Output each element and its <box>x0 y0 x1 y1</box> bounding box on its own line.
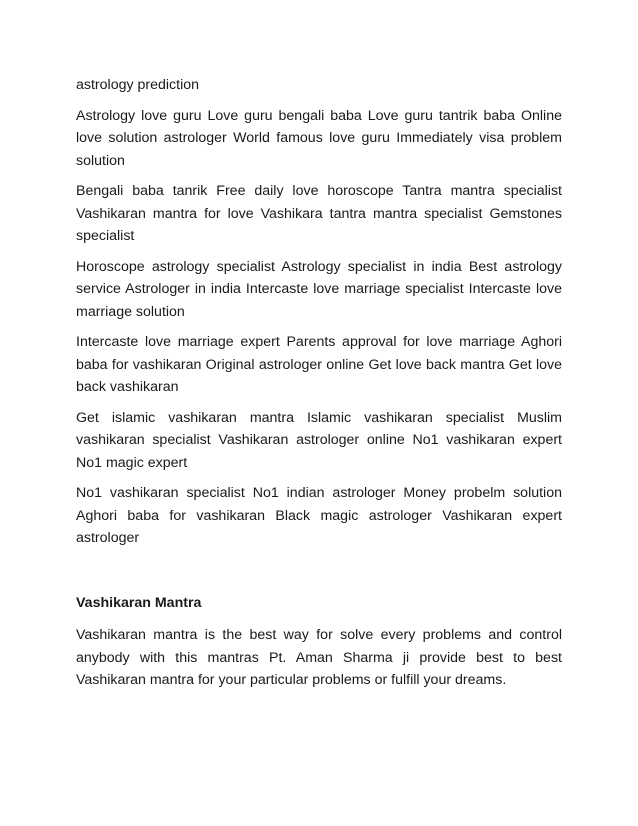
paragraph-intercaste: Intercaste love marriage expert Parents approval for love marriage Aghori baba for vashikaran Original astrologer online Get love back mantra Get love back vashikaran <box>76 334 562 395</box>
paragraph-horoscope: Horoscope astrology specialist Astrology specialist in india Best astrology service Astrologer in india Intercaste love marriage specialist Intercaste love marriage solution <box>76 258 562 320</box>
section-heading: Vashikaran Mantra <box>76 594 202 611</box>
paragraph-intro: astrology prediction <box>76 77 200 93</box>
paragraph-bengali-baba: Bengali baba tanrik Free daily love horoscope Tantra mantra specialist Vashikaran mantra for love Vashikara tantra mantra specialist Gemstones specialist <box>76 183 562 244</box>
document-content <box>76 74 562 700</box>
section-body: Vashikaran mantra is the best way for solve every problems and control anybody with this mantras Pt. Aman Sharma ji provide best to best Vashikaran mantra for your particular problems or fulfill your dreams. <box>76 627 562 688</box>
paragraph-no1-specialist: No1 vashikaran specialist No1 indian astrologer Money probelm solution Aghori baba for vashikaran Black magic astrologer Vashikaran expert astrologer <box>76 485 562 546</box>
paragraph-love-guru: Astrology love guru Love guru bengali baba Love guru tantrik baba Online love solution astrologer World famous love guru Immediately visa problem solution <box>76 107 562 169</box>
paragraph-islamic: Get islamic vashikaran mantra Islamic vashikaran specialist Muslim vashikaran specialist Vashikaran astrologer online No1 vashikaran expert No1 magic expert <box>76 409 562 471</box>
